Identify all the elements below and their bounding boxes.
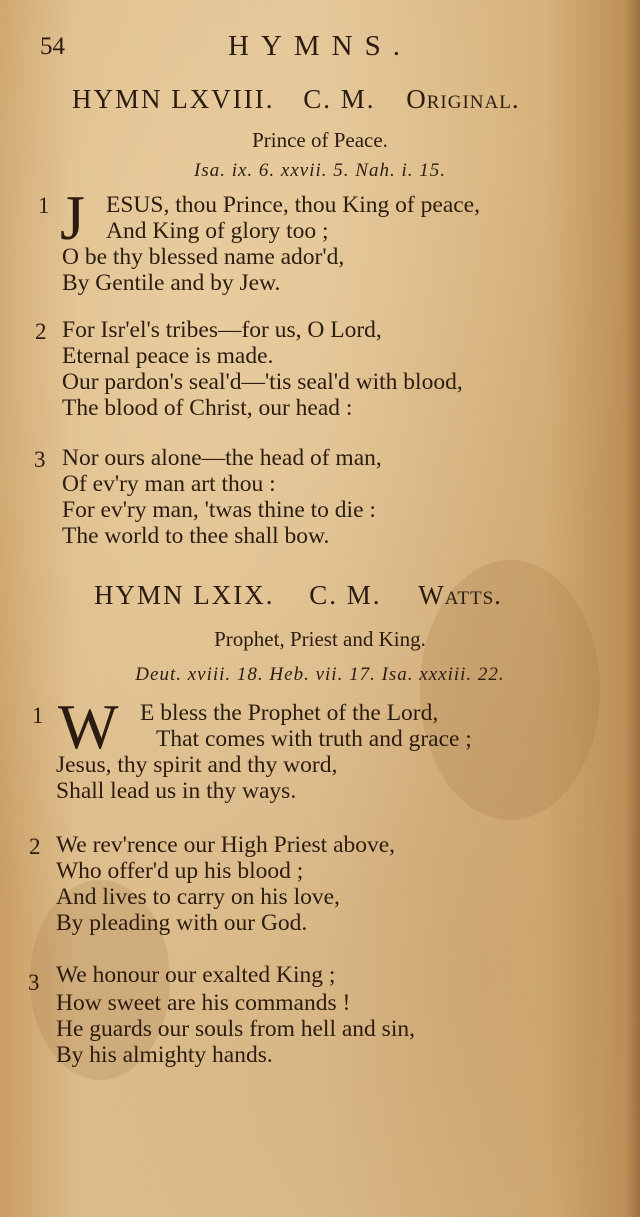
hymn-author: Watts. [418, 580, 502, 610]
verse-number: 3 [28, 970, 40, 995]
verse-line: Eternal peace is made. [62, 343, 274, 369]
verse-line: By his almighty hands. [56, 1042, 273, 1068]
verse-number: 2 [35, 319, 47, 344]
hymn-69-subject: Prophet, Priest and King. [214, 627, 426, 651]
verse-number: 1 [38, 193, 50, 218]
hymn-meter: C. M. [309, 580, 382, 610]
verse-number: 3 [34, 447, 46, 472]
verse-line: He guards our souls from hell and sin, [56, 1016, 415, 1042]
verse-line: The blood of Christ, our head : [62, 395, 353, 421]
verse-line: The world to thee shall bow. [62, 523, 330, 549]
verse-line: For ev'ry man, 'twas thine to die : [62, 497, 376, 523]
verse-line: For Isr'el's tribes—for us, O Lord, [62, 317, 382, 343]
drop-cap: J [60, 182, 85, 253]
verse-line: Jesus, thy spirit and thy word, [56, 752, 338, 778]
verse-line: Shall lead us in thy ways. [56, 778, 297, 804]
verse-number: 2 [29, 834, 41, 859]
hymn-author: Original. [406, 84, 520, 114]
hymn-meter: C. M. [303, 84, 376, 114]
verse-line: And King of glory too ; [106, 218, 329, 244]
verse-line: O be thy blessed name ador'd, [62, 244, 345, 270]
verse-line: We rev'rence our High Priest above, [56, 832, 396, 858]
verse-number: 1 [32, 703, 44, 728]
verse-line: We honour our exalted King ; [56, 962, 336, 988]
hymn-68-title [72, 84, 520, 115]
verse-line: How sweet are his commands ! [56, 990, 351, 1016]
hymn-69-title [94, 580, 502, 611]
verse-line: Who offer'd up his blood ; [56, 858, 304, 884]
hymn-69-references: Deut. xviii. 18. Heb. vii. 17. Isa. xxxiii. 22. [135, 664, 505, 685]
hymn-68-references: Isa. ix. 6. xxvii. 5. Nah. i. 15. [194, 160, 446, 181]
drop-cap: W [58, 691, 119, 762]
verse-line: By pleading with our God. [56, 910, 308, 936]
verse-line: Our pardon's seal'd—'tis seal'd with blood, [62, 369, 463, 395]
verse-line: That comes with truth and grace ; [156, 726, 472, 752]
page-edge [626, 0, 640, 1217]
verse-line: Of ev'ry man art thou : [62, 471, 276, 497]
verse-line: By Gentile and by Jew. [62, 270, 281, 296]
hymn-title-number: HYMN LXIX. [94, 580, 275, 610]
hymn-68-subject: Prince of Peace. [252, 128, 388, 152]
hymn-title-number: HYMN LXVIII. [72, 84, 275, 114]
verse-line: ESUS, thou Prince, thou King of peace, [106, 192, 480, 218]
page-number: 54 [40, 33, 65, 60]
verse-line: And lives to carry on his love, [56, 884, 340, 910]
running-head: HYMNS. [228, 30, 412, 62]
verse-line: Nor ours alone—the head of man, [62, 445, 382, 471]
verse-line: E bless the Prophet of the Lord, [140, 700, 439, 726]
